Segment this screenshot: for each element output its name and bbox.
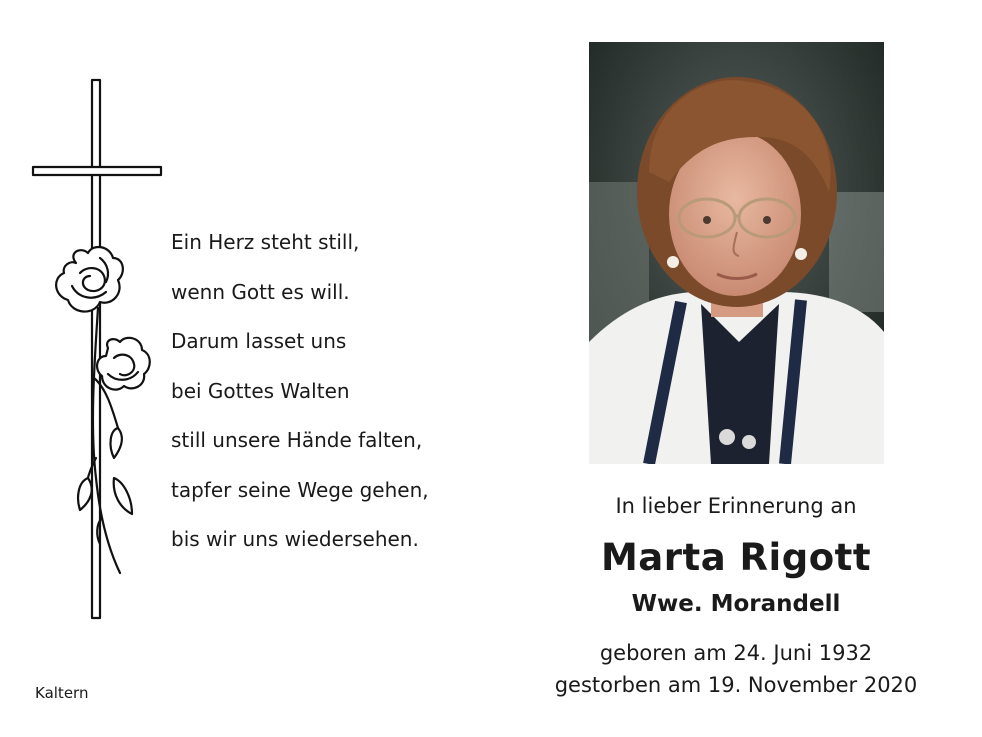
cross-with-roses-icon (28, 78, 168, 623)
widow-name: Wwe. Morandell (631, 591, 841, 617)
place-label: Kaltern (35, 684, 89, 702)
poem-line: bis wir uns wiedersehen. (171, 527, 419, 551)
birth-date: geboren am 24. Juni 1932 (599, 641, 873, 665)
poem-line: Darum lasset uns (171, 329, 347, 353)
poem-line: still unsere Hände falten, (171, 428, 423, 452)
deceased-name: Marta Rigott (600, 536, 872, 579)
poem (171, 225, 429, 572)
death-date: gestorben am 19. November 2020 (554, 673, 918, 697)
poem-line: tapfer seine Wege gehen, (171, 477, 429, 502)
portrait-photo (589, 42, 884, 464)
memorial-intro: In lieber Erinnerung an (615, 494, 857, 518)
poem-line: wenn Gott es will. (171, 279, 350, 304)
poem-line: bei Gottes Walten (171, 378, 350, 403)
poem-line: Ein Herz steht still, (171, 230, 360, 254)
portrait-illustration (589, 42, 884, 464)
